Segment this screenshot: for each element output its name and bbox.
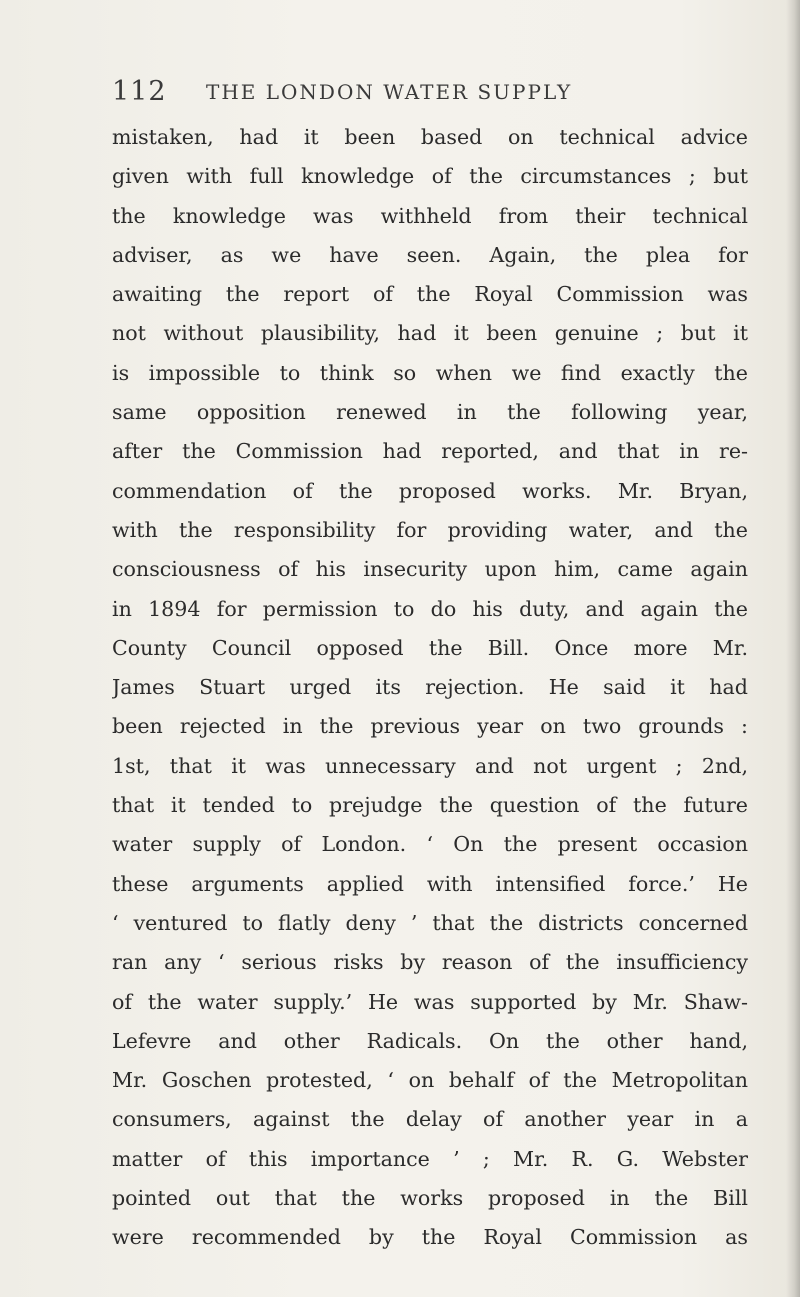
text-line: consumers, against the delay of another year in a — [112, 1107, 748, 1132]
text-line: is impossible to think so when we find exactly the — [112, 360, 748, 385]
text-line: not without plausibility, had it been genuine ; but it — [112, 321, 748, 346]
text-line: of the water supply.’ He was supported by Mr. Shaw- — [112, 989, 748, 1014]
text-line: 1st, that it was unnecessary and not urgent ; 2nd, — [112, 753, 748, 778]
text-line: Mr. Goschen protested, ‘ on behalf of the Metropolitan — [112, 1068, 748, 1093]
text-line: commendation of the proposed works. Mr. Bryan, — [112, 478, 748, 503]
text-line: adviser, as we have seen. Again, the plea for — [112, 242, 748, 267]
text-line: the knowledge was withheld from their technical — [112, 203, 748, 228]
page-edge-shadow — [786, 0, 800, 1297]
text-line: been rejected in the previous year on two grounds : — [112, 714, 748, 739]
text-line: after the Commission had reported, and that in re- — [112, 439, 748, 464]
text-line: mistaken, had it been based on technical advice — [112, 125, 748, 149]
text-line: these arguments applied with intensified force.’ He — [112, 871, 748, 896]
text-line: matter of this importance ’ ; Mr. R. G. Webster — [112, 1146, 748, 1171]
text-line: County Council opposed the Bill. Once more Mr. — [112, 635, 748, 660]
running-title: THE LONDON WATER SUPPLY — [206, 80, 573, 104]
text-line: Lefevre and other Radicals. On the other hand, — [112, 1028, 748, 1053]
page-number: 112 — [112, 76, 167, 107]
text-line: ‘ ventured to flatly deny ’ that the districts concerned — [112, 910, 748, 935]
text-line: that it tended to prejudge the question of the future — [112, 793, 748, 818]
running-head — [112, 70, 632, 110]
text-line: same opposition renewed in the following year, — [112, 400, 748, 425]
text-line: were recommended by the Royal Commission as — [112, 1225, 748, 1250]
text-line: water supply of London. ‘ On the present occasion — [112, 832, 748, 857]
text-line: James Stuart urged its rejection. He said it had — [112, 675, 748, 700]
text-line: ran any ‘ serious risks by reason of the insufficiency — [112, 950, 748, 975]
text-line: awaiting the report of the Royal Commission was — [112, 282, 748, 307]
text-line: in 1894 for permission to do his duty, and again the — [112, 596, 748, 621]
text-line: pointed out that the works proposed in the Bill — [112, 1186, 748, 1211]
text-line: given with full knowledge of the circumstances ; but — [112, 164, 748, 189]
body-text — [112, 118, 748, 1258]
text-line: with the responsibility for providing water, and the — [112, 517, 748, 542]
text-line: consciousness of his insecurity upon him, came again — [112, 557, 748, 582]
